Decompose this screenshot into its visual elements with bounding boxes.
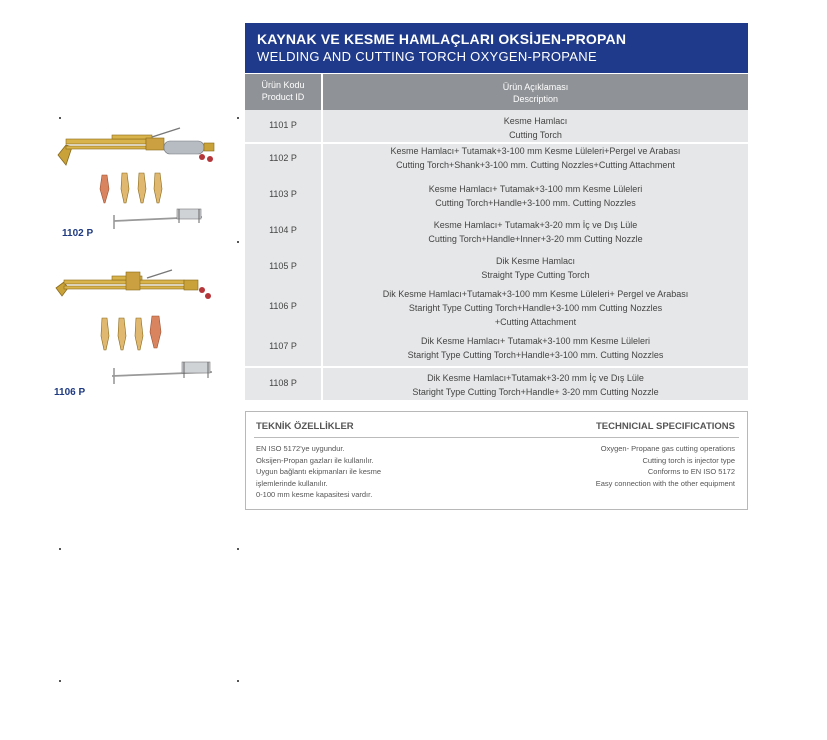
product-label-1106p: 1106 P — [54, 387, 86, 398]
margin-dot — [59, 680, 61, 682]
column-header-desc-en: Description — [512, 94, 559, 104]
product-description — [323, 114, 748, 142]
product-description — [323, 371, 748, 399]
product-description — [323, 144, 748, 172]
product-id: 1103 P — [269, 189, 297, 199]
column-headers — [245, 74, 748, 110]
desc-line: Kesme Hamlacı+ Tutamak+3-20 mm İç ve Dış Lüle — [433, 220, 638, 230]
margin-dot — [237, 241, 239, 243]
desc-line: Cutting Torch+Handle+Inner+3-20 mm Cutting Nozzle — [428, 234, 643, 244]
desc-line: Cutting Torch — [509, 130, 562, 140]
specs-list-english — [596, 443, 735, 489]
desc-line: Dik Kesme Hamlacı+Tutamak+3-20 mm İç ve Dış Lüle — [427, 373, 644, 383]
column-header-description — [323, 74, 748, 110]
spec-item: EN ISO 5172'ye uygundur. — [256, 444, 345, 453]
specs-list-turkish — [256, 443, 381, 501]
desc-line: Dik Kesme Hamlacı+ Tutamak+3-100 mm Kesme Lüleleri — [420, 336, 651, 346]
column-header-id-en: Product ID — [261, 92, 305, 102]
desc-line: Cutting Torch+Handle+3-100 mm. Cutting Nozzles — [435, 198, 636, 208]
desc-line: Staright Type Cutting Torch+Handle+3-100 mm. Cutting Nozzles — [407, 350, 664, 360]
margin-dot — [237, 117, 239, 119]
desc-line: Kesme Hamlacı — [503, 116, 568, 126]
spec-item: işlemlerinde kullanılır. — [256, 478, 328, 488]
product-description — [323, 254, 748, 282]
spec-item: Uygun bağlantı ekipmanları ile kesme — [256, 467, 382, 476]
product-id: 1104 P — [269, 225, 297, 235]
row-divider — [245, 366, 748, 368]
spec-item: Oksijen-Propan gazları ile kullanılır. — [256, 455, 374, 465]
specs-title-turkish: TEKNİK ÖZELLİKLER — [256, 421, 354, 432]
margin-dot — [237, 680, 239, 682]
spec-item: Easy connection with the other equipment — [595, 478, 735, 488]
spec-item: Cutting torch is injector type — [642, 455, 735, 465]
margin-dot — [59, 117, 61, 119]
desc-line: Cutting Torch+Shank+3-100 mm. Cutting Nozzles+Cutting Attachment — [396, 160, 675, 170]
margin-dot — [237, 548, 239, 550]
table-header-banner — [245, 23, 748, 73]
spec-item: 0-100 mm kesme kapasitesi vardır. — [256, 490, 373, 499]
product-id: 1108 P — [269, 378, 297, 388]
desc-line: Straight Type Cutting Torch — [481, 270, 590, 280]
product-id: 1106 P — [269, 301, 297, 311]
product-image-1102p — [52, 125, 222, 245]
spec-item: Oxygen- Propane gas cutting operations — [600, 444, 735, 453]
desc-line: Dik Kesme Hamlacı+Tutamak+3-100 mm Kesme Lüleleri+ Pergel ve Arabası — [382, 289, 689, 299]
product-description — [323, 218, 748, 246]
product-id: 1105 P — [269, 261, 297, 271]
product-table — [245, 110, 748, 400]
spec-item: Conforms to EN ISO 5172 — [647, 467, 735, 476]
product-description — [323, 334, 748, 362]
product-id: 1107 P — [269, 341, 297, 351]
desc-line: Staright Type Cutting Torch+Handle+3-100 mm Cutting Nozzles — [408, 303, 663, 313]
product-id: 1102 P — [269, 153, 297, 163]
column-header-id-tr: Ürün Kodu — [261, 80, 305, 90]
column-header-product-id — [245, 74, 321, 110]
desc-line: Kesme Hamlacı+ Tutamak+3-100 mm Kesme Lüleleri+Pergel ve Arabası — [390, 146, 681, 156]
product-image-1106p — [52, 268, 222, 393]
desc-line: +Cutting Attachment — [494, 317, 577, 327]
title-turkish: KAYNAK VE KESME HAMLAÇLARI OKSİJEN-PROPAN — [257, 31, 627, 47]
specs-title-english: TECHNICIAL SPECIFICATIONS — [596, 421, 735, 432]
title-english: WELDING AND CUTTING TORCH OXYGEN-PROPANE — [257, 49, 597, 64]
product-description — [323, 287, 748, 329]
product-description — [323, 182, 748, 210]
product-label-1102p: 1102 P — [62, 228, 94, 239]
product-id: 1101 P — [269, 120, 297, 130]
technical-specs-box — [245, 411, 748, 510]
specs-divider — [254, 437, 739, 438]
column-header-desc-tr: Ürün Açıklaması — [502, 82, 569, 92]
margin-dot — [59, 548, 61, 550]
desc-line: Staright Type Cutting Torch+Handle+ 3-20 mm Cutting Nozzle — [412, 387, 659, 397]
desc-line: Dik Kesme Hamlacı — [495, 256, 576, 266]
desc-line: Kesme Hamlacı+ Tutamak+3-100 mm Kesme Lüleleri — [428, 184, 643, 194]
